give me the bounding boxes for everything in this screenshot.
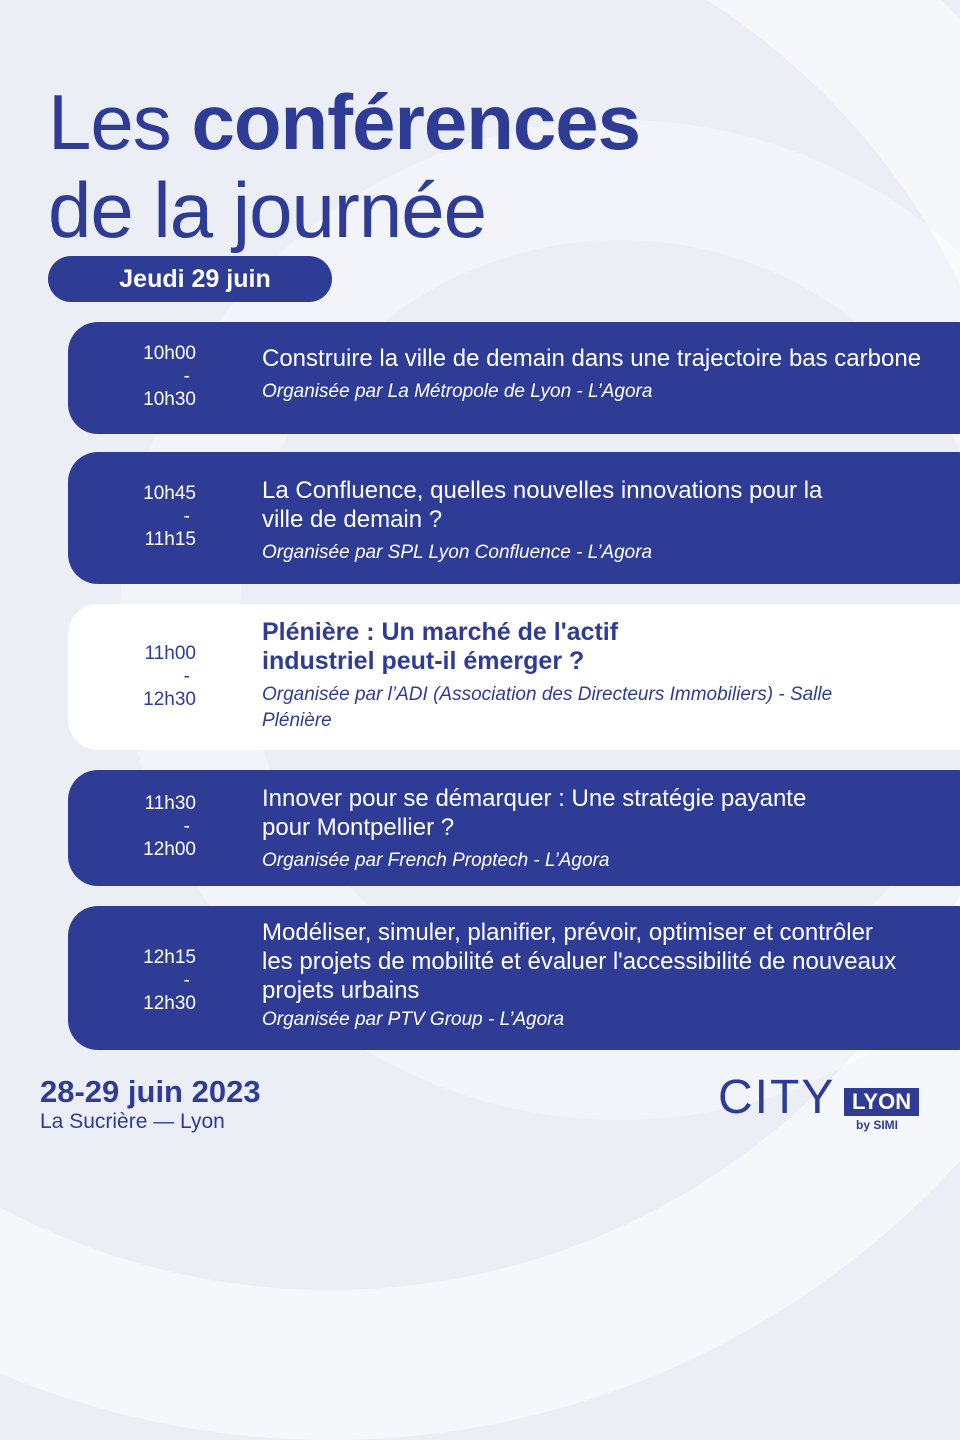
session-card-plenary (68, 604, 960, 750)
session-organizer: Organisée par SPL Lyon Confluence - L’Agora (262, 542, 653, 563)
logo-lyon-badge: LYON (844, 1088, 919, 1116)
start-time: 11h00 (144, 643, 196, 664)
session-card (68, 452, 960, 584)
end-time: 10h30 (143, 389, 196, 410)
session-card (68, 906, 960, 1050)
end-time: 11h15 (144, 529, 196, 550)
page-title (48, 78, 640, 254)
session-time (68, 642, 196, 711)
session-card (68, 770, 960, 886)
end-time: 12h30 (143, 689, 196, 710)
session-content (262, 918, 908, 1033)
session-content (262, 784, 828, 874)
event-dates: 28-29 juin 2023 (40, 1074, 261, 1109)
title-bold: conférences (191, 78, 640, 166)
session-title: Construire la ville de demain dans une trajectoire bas carbone (262, 345, 922, 372)
day-badge: Jeudi 29 juin (48, 256, 332, 302)
title-part-1: Les (48, 78, 192, 166)
time-dash: - (183, 816, 190, 837)
session-time (68, 342, 196, 411)
start-time: 11h30 (144, 793, 196, 814)
session-content (262, 476, 828, 566)
end-time: 12h00 (143, 839, 196, 860)
session-content (262, 618, 898, 734)
time-dash: - (183, 506, 190, 527)
start-time: 10h00 (143, 343, 196, 364)
end-time: 12h30 (143, 993, 196, 1014)
time-dash: - (183, 666, 190, 687)
time-dash: - (183, 970, 190, 991)
event-venue: La Sucrière — Lyon (40, 1110, 225, 1133)
session-organizer: Organisée par La Métropole de Lyon - L’Agora (262, 381, 653, 402)
session-time (68, 482, 196, 551)
start-time: 10h45 (143, 483, 196, 504)
session-title: Modéliser, simuler, planifier, prévoir, optimiser et contrôler les projets de mobilité et évaluer l'accessibilité de nouveaux projets urbains (262, 919, 897, 1004)
session-organizer: Organisée par PTV Group - L’Agora (262, 1009, 565, 1030)
session-card (68, 322, 960, 434)
session-organizer: Organisée par French Proptech - L’Agora (262, 850, 610, 871)
session-organizer: Organisée par l’ADI (Association des Directeurs Immobiliers) - Salle Plénière (262, 684, 833, 731)
logo-by-simi: by SIMI (856, 1118, 899, 1132)
session-time (68, 946, 196, 1015)
time-dash: - (183, 366, 190, 387)
session-content (262, 344, 960, 405)
city-lyon-logo (718, 1072, 928, 1142)
session-title: Plénière : Un marché de l'actif industriel peut-il émerger ? (262, 618, 619, 675)
session-title: Innover pour se démarquer : Une stratégie payante pour Montpellier ? (262, 785, 807, 841)
logo-city-text: CITY (718, 1071, 836, 1124)
session-title: La Confluence, quelles nouvelles innovations pour la ville de demain ? (262, 477, 823, 533)
session-time (68, 792, 196, 861)
title-line-2: de la journée (48, 166, 487, 254)
start-time: 12h15 (143, 947, 196, 968)
